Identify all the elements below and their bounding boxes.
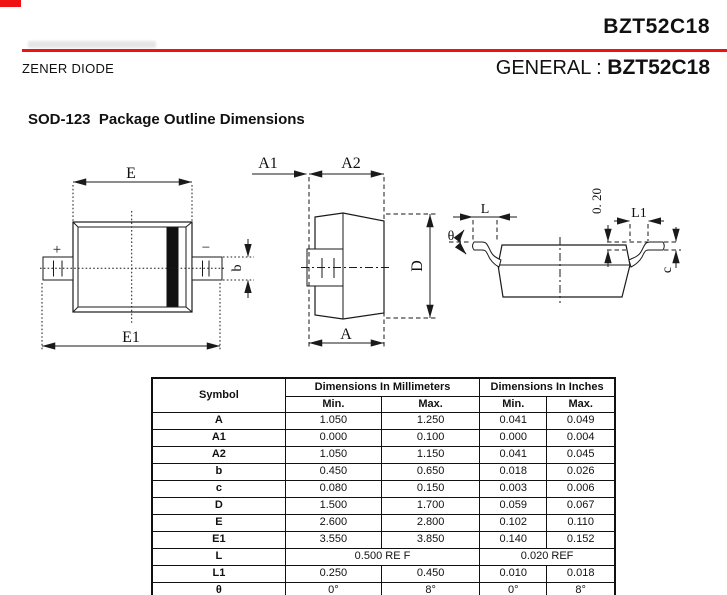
header-mm: Dimensions In Millimeters <box>285 378 479 397</box>
left-gullwing-lead <box>473 242 502 267</box>
table-cell: 8° <box>381 583 479 595</box>
table-cell: L1 <box>152 566 285 583</box>
table-cell: 1.250 <box>381 413 479 430</box>
section-title: SOD-123 Package Outline Dimensions <box>28 111 305 128</box>
header-mm-max: Max. <box>381 397 479 413</box>
table-cell: 1.500 <box>285 498 381 515</box>
header-symbol: Symbol <box>152 378 285 413</box>
table-cell: 0.000 <box>285 430 381 447</box>
faded-logo-smudge <box>28 41 156 48</box>
table-cell: 0.102 <box>480 515 547 532</box>
header-in-min: Min. <box>480 397 547 413</box>
cathode-band <box>167 228 179 307</box>
table-cell: 0.250 <box>285 566 381 583</box>
table-cell: 0.018 <box>547 566 615 583</box>
dim-label-standoff: 0. 20 <box>589 188 604 214</box>
table-row <box>152 413 615 430</box>
table-cell: A <box>152 413 285 430</box>
product-type-label: ZENER DIODE <box>22 61 115 76</box>
table-cell: 0.026 <box>547 464 615 481</box>
corner-accent-bar <box>0 0 21 7</box>
dim-label-A1: A1 <box>258 155 278 172</box>
table-row <box>152 498 615 515</box>
table-cell: E <box>152 515 285 532</box>
table-cell: θ <box>152 583 285 595</box>
table-row <box>152 464 615 481</box>
table-cell: 0.004 <box>547 430 615 447</box>
polarity-plus-mark: + <box>52 242 62 258</box>
table-cell: b <box>152 464 285 481</box>
table-cell: A1 <box>152 430 285 447</box>
header-divider <box>22 49 727 52</box>
table-cell: 0.010 <box>480 566 547 583</box>
table-cell: D <box>152 498 285 515</box>
table-cell: 3.850 <box>381 532 479 549</box>
table-cell: 0.152 <box>547 532 615 549</box>
side-view <box>252 155 437 347</box>
table-cell: 2.800 <box>381 515 479 532</box>
outline-svg <box>0 140 727 385</box>
table-cell: 1.700 <box>381 498 479 515</box>
table-cell: 0.500 RE F <box>285 549 479 566</box>
table-cell: 0.003 <box>480 481 547 498</box>
table-cell: 0.067 <box>547 498 615 515</box>
dim-label-E1: E1 <box>122 329 140 346</box>
table-cell: A2 <box>152 447 285 464</box>
front-view <box>40 165 254 351</box>
table-cell: 1.050 <box>285 413 381 430</box>
table-cell: 0.006 <box>547 481 615 498</box>
table-cell: L <box>152 549 285 566</box>
table-cell: 0.018 <box>480 464 547 481</box>
table-cell: 0.045 <box>547 447 615 464</box>
table-cell: 0° <box>480 583 547 595</box>
table-row <box>152 447 615 464</box>
dim-label-A: A <box>340 326 352 343</box>
table-cell: 0.150 <box>381 481 479 498</box>
table-cell: 0° <box>285 583 381 595</box>
dim-label-theta: θ <box>447 229 455 244</box>
polarity-minus-mark: − <box>201 240 211 256</box>
table-cell: 0.041 <box>480 413 547 430</box>
table-row <box>152 430 615 447</box>
dim-label-L: L <box>480 202 490 217</box>
table-row <box>152 549 615 566</box>
table-row <box>152 532 615 549</box>
general-heading <box>496 56 710 80</box>
dim-label-A2: A2 <box>341 155 361 172</box>
table-cell: E1 <box>152 532 285 549</box>
table-cell: 0.450 <box>381 566 479 583</box>
table-cell: 0.450 <box>285 464 381 481</box>
table-cell: 0.110 <box>547 515 615 532</box>
table-cell: 0.140 <box>480 532 547 549</box>
right-gullwing-lead <box>629 242 664 267</box>
header-mm-min: Min. <box>285 397 381 413</box>
anode-lead <box>43 257 73 280</box>
table-header-row <box>152 378 615 397</box>
table-cell: 2.600 <box>285 515 381 532</box>
table-cell: 8° <box>547 583 615 595</box>
dimensions-table <box>151 377 616 595</box>
dimensions-table-body <box>152 413 615 595</box>
dim-label-E: E <box>126 165 136 182</box>
header-inches: Dimensions In Inches <box>480 378 615 397</box>
table-cell: 0.020 REF <box>480 549 615 566</box>
table-cell: 0.000 <box>480 430 547 447</box>
table-cell: 1.150 <box>381 447 479 464</box>
table-row <box>152 566 615 583</box>
table-cell: 0.080 <box>285 481 381 498</box>
table-cell: 0.650 <box>381 464 479 481</box>
table-cell: 0.059 <box>480 498 547 515</box>
dim-label-D: D <box>409 260 426 272</box>
page-title: BZT52C18 <box>603 15 710 38</box>
package-outline-drawing <box>0 140 727 385</box>
table-cell: 0.041 <box>480 447 547 464</box>
table-cell: c <box>152 481 285 498</box>
table-cell: 0.049 <box>547 413 615 430</box>
general-part-number: BZT52C18 <box>607 56 710 79</box>
general-prefix: GENERAL : <box>495 57 608 79</box>
body-profile-outline <box>498 245 630 297</box>
header-in-max: Max. <box>547 397 615 413</box>
dim-label-c: c <box>660 266 675 274</box>
profile-view <box>448 188 681 303</box>
table-cell: 3.550 <box>285 532 381 549</box>
table-row <box>152 481 615 498</box>
dim-label-b: b <box>230 264 245 272</box>
table-cell: 1.050 <box>285 447 381 464</box>
dim-label-L1: L1 <box>631 206 647 221</box>
table-row <box>152 515 615 532</box>
table-cell: 0.100 <box>381 430 479 447</box>
table-row <box>152 583 615 595</box>
